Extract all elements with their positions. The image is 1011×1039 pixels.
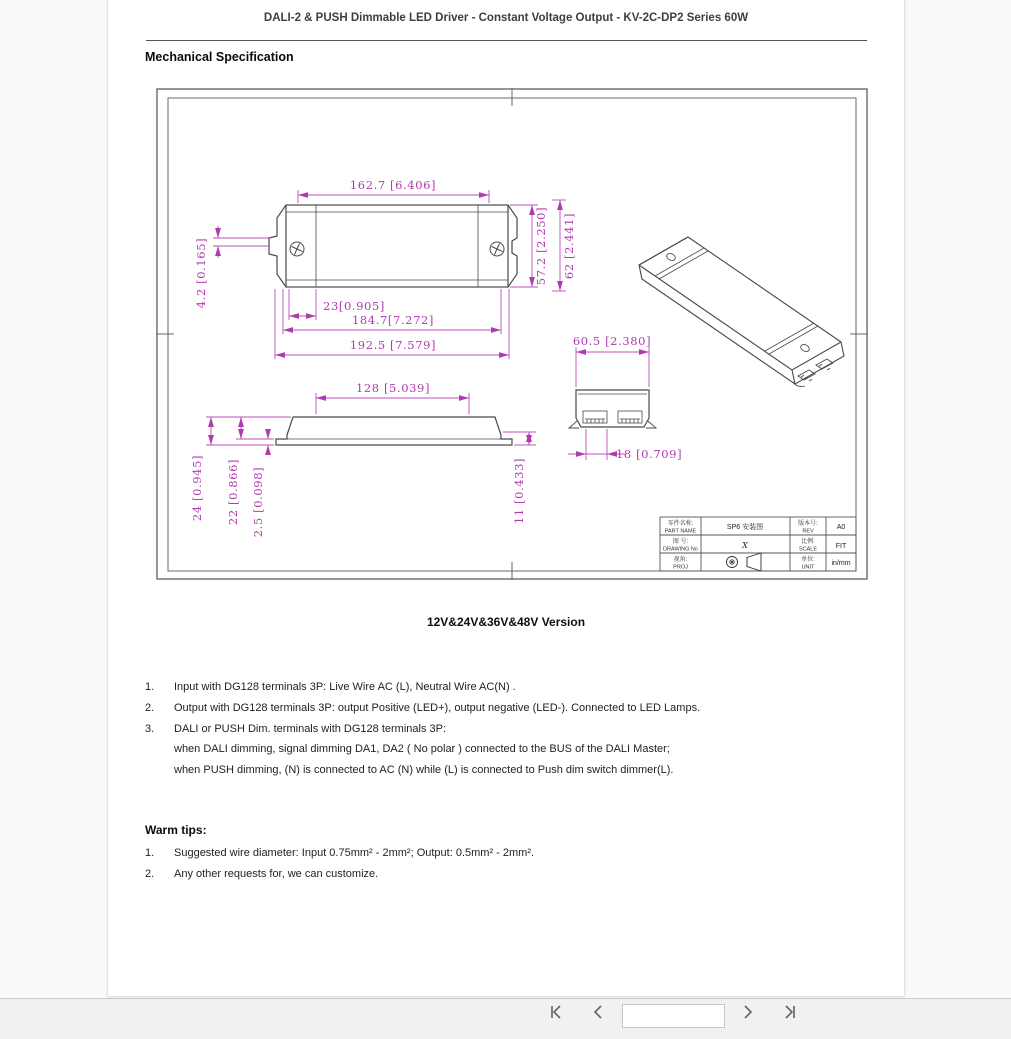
dim-end-terminal-width: 18 [0.709] xyxy=(616,447,683,461)
next-page-icon xyxy=(740,1004,756,1020)
warm-tips-title: Warm tips: xyxy=(145,823,207,837)
rev-value: A0 xyxy=(836,524,846,531)
drawing-no-label-cn: 图 号: xyxy=(672,539,689,545)
dim-front-width-total: 192.5 [7.579] xyxy=(349,338,437,352)
dim-side-height-total: 24 [0.945] xyxy=(190,454,204,522)
drawing-no-value: X xyxy=(742,541,748,550)
mounting-screw-left xyxy=(290,242,304,256)
last-page-button[interactable] xyxy=(781,1004,799,1022)
scale-label-en: SCALE xyxy=(798,546,818,553)
part-name-label-en: PART NAME xyxy=(664,528,697,535)
isometric-view xyxy=(639,237,844,387)
first-page-button[interactable] xyxy=(547,1004,565,1022)
part-name-label-cn: 零件名称: xyxy=(667,521,694,527)
note-text: when DALI dimming, signal dimming DA1, DA2 ( No polar ) connected to the BUS of the DALI Master; xyxy=(174,743,670,756)
terminal-blocks xyxy=(583,411,642,423)
list-item xyxy=(145,677,875,698)
list-item xyxy=(145,864,845,885)
document-page xyxy=(107,0,905,997)
title-block xyxy=(660,517,856,571)
isometric-terminals xyxy=(793,359,833,387)
header-divider xyxy=(146,40,867,41)
note-text: Input with DG128 terminals 3P: Live Wire AC (L), Neutral Wire AC(N) . xyxy=(174,681,516,693)
dim-front-tab-offset: 4.2 [0.165] xyxy=(194,237,208,309)
note-text: DALI or PUSH Dim. terminals with DG128 terminals 3P: xyxy=(174,722,447,735)
list-item xyxy=(145,843,845,864)
dim-front-width-top: 162.7 [6.406] xyxy=(349,178,437,192)
dim-end-width: 60.5 [2.380] xyxy=(572,334,652,348)
unit-label-en: UNIT xyxy=(801,564,815,571)
tip-text: Suggested wire diameter: Input 0.75mm² - 2mm²; Output: 0.5mm² - 2mm². xyxy=(174,847,535,859)
dim-front-height-inner: 57.2 [2.250] xyxy=(534,206,548,286)
rev-label-cn: 版本号: xyxy=(798,521,818,527)
end-view xyxy=(568,334,682,461)
drawing-no-label-en: DRAWING No xyxy=(663,546,698,553)
tip-number: 2. xyxy=(145,867,155,880)
list-item xyxy=(145,698,875,719)
dim-side-width-top: 128 [5.039] xyxy=(355,381,431,395)
viewer-toolbar xyxy=(0,998,1011,1039)
dim-front-width-mid: 184.7[7.272] xyxy=(351,313,435,327)
unit-label-cn: 单位: xyxy=(801,557,815,563)
front-view xyxy=(194,178,576,359)
notes-list xyxy=(145,677,875,781)
dim-front-cap-width: 23[0.905] xyxy=(323,299,385,313)
page-navigation xyxy=(547,1004,799,1028)
dim-side-foot-height: 2.5 [0.098] xyxy=(251,466,265,538)
rev-label-en: REV xyxy=(802,528,814,535)
unit-value: in/mm xyxy=(831,560,851,567)
part-name-value: SP6 安装图 xyxy=(726,524,764,531)
list-item-continuation xyxy=(145,760,875,781)
note-number: 2. xyxy=(145,701,155,714)
dim-side-height-right: 11 [0.433] xyxy=(512,457,526,525)
note-text: when PUSH dimming, (N) is connected to AC (N) while (L) is connected to Push dim switch dimmer(L). xyxy=(174,764,674,777)
list-item xyxy=(145,719,875,740)
list-item-continuation xyxy=(145,739,875,760)
first-angle-projection-icon xyxy=(727,553,762,571)
section-title: Mechanical Specification xyxy=(145,50,294,64)
side-view xyxy=(190,381,536,537)
dim-front-height-outer: 62 [2.441] xyxy=(562,212,576,280)
proj-label-cn: 视角: xyxy=(673,557,688,563)
next-page-button[interactable] xyxy=(739,1004,757,1022)
note-text: Output with DG128 terminals 3P: output Positive (LED+), output negative (LED-). Connected to LED Lamps. xyxy=(174,701,701,714)
tip-number: 1. xyxy=(145,847,155,859)
previous-page-icon xyxy=(590,1004,606,1020)
mechanical-drawing xyxy=(156,88,868,580)
version-caption: 12V&24V&36V&48V Version xyxy=(426,615,586,629)
warm-tips-list xyxy=(145,843,845,885)
note-number: 1. xyxy=(145,681,155,693)
page-number-input[interactable] xyxy=(622,1004,725,1028)
note-number: 3. xyxy=(145,722,155,735)
previous-page-button[interactable] xyxy=(589,1004,607,1022)
scale-label-cn: 比例: xyxy=(801,539,815,545)
first-page-icon xyxy=(548,1004,564,1020)
dim-side-height-body: 22 [0.866] xyxy=(226,458,240,526)
tip-text: Any other requests for, we can customize. xyxy=(174,867,379,880)
proj-label-en: PROJ xyxy=(673,564,688,571)
scale-value: FIT xyxy=(835,543,847,550)
page-title: DALI-2 & PUSH Dimmable LED Driver - Constant Voltage Output - KV-2C-DP2 Series 60W xyxy=(263,12,749,24)
mounting-screw-right xyxy=(490,242,504,256)
last-page-icon xyxy=(782,1004,798,1020)
